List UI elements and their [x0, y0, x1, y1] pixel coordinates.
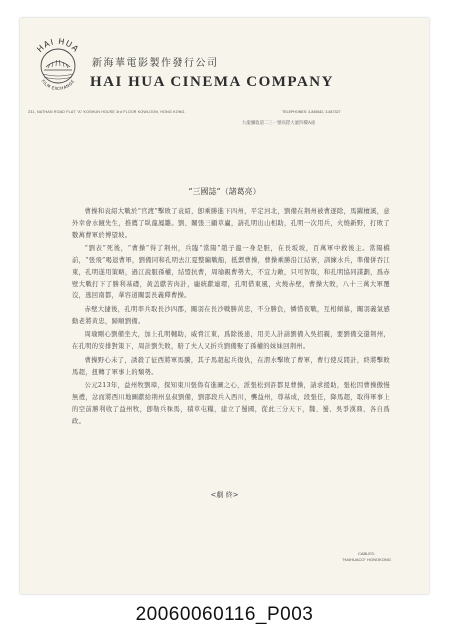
address-chinese: 九龍彌敦道二三一號高陞大廈四樓A座 — [242, 121, 316, 126]
logo-text-top: HAI HUA — [35, 36, 81, 55]
end-mark: <劇 終> — [210, 491, 239, 499]
document-title: “三國誌”（諸葛亮） — [188, 187, 261, 196]
paragraph-1: 曹操和袁紹大戰於“官渡”擊敗了袁紹，卽乘勝進下四州，平定河北，劉備在荆州被曹逐除，馬躍檀溪，意外幸會水鏡先生，推薦了臥龍鳳雛。劉、關張三顧草廬，請孔明出山相助，孔明一次用兵，火燒新野，打敗了數萬曹軍於博望坡。 — [72, 208, 390, 239]
paragraph-3: 赤壁大捷後，孔明率兵取長沙四郡，關羽在長沙戰勝黄忠，不分勝負，憐惜夜戰，互相傾慕，關羽義氣感動老將黄忠，歸順劉備。 — [72, 305, 390, 325]
address-english: 231, NATHAN ROAD FLAT "A" KOSHUN HOUSE 3rd FLOOR KOWLOON, HONG KONG. — [28, 110, 186, 114]
paragraph-6: 公元213年，益州牧劉璋，探知東川張魯有進圖之心，派張松到許都見曹操，請求援助，張松因曹操傲慢無禮，忿而將西川地圖獻給荆州皇叔劉備，劉邵段兵入西川，襲益州，尊基成，段張任，降馬超，取得軍事上的空前勝利收了益州牧，卽勒兵秣馬，積草屯糧，建立了蜀國，從此三分天下，魏、蜀、吳爭漢鼎，各自爲政。 — [72, 382, 390, 425]
logo-text-bottom: FILM EXCHANGE — [40, 78, 76, 92]
svg-text:FILM EXCHANGE — [40, 79, 75, 92]
telephone-numbers: TELEPHONES: 3-845642, 3-847327 — [282, 110, 341, 114]
svg-text:HAI HUA — [35, 37, 81, 54]
cable-label: CABLES: — [357, 551, 375, 556]
company-name-chinese: 新海華電影製作發行公司 — [92, 58, 219, 69]
paragraph-5: 曹操野心未了，誘殺了征西將軍馬騰，其子馬超起兵復仇，在渭水擊敗了曹軍，曹行使反間計，終將擊敗馬超，扭轉了軍事上的頹勢。 — [72, 356, 390, 376]
paragraph-4: 周瑜剛心劉備坐大，加上孔明輔助，威脅江東，爲除後患，用美人計請劉備入吳招親，要劉備交還荆州，在孔明的安排對策下，周計劉失敗，賠了夫人又折兵劉備娶了孫權的妹妹回荆州。 — [72, 331, 390, 351]
cable-address: "HAIHUACO" HONGKONG — [342, 557, 391, 562]
cable-address-block — [342, 551, 391, 563]
letter-paper — [20, 18, 429, 594]
company-name-english: HAI HUA CINEMA COMPANY — [90, 74, 334, 90]
company-logo — [26, 34, 90, 98]
document-body — [72, 206, 390, 429]
paragraph-2: “劉表”死後，“曹操”得了荆州，兵臨“當陽”趙子龍一身是胆，在長坂坡，百萬軍中救後主。當陽橋前，“張飛”喝退曹軍，劉備同和孔明去江夏整編戰船，抵禦曹操，曹操乘勝沿江結寨，訓練水兵，準備併吞江東，孔明遂用策略，過江說服孫權，結盟抗曹，周瑜親曹勢大，不宜力敵，只可智取，和孔明協同謀劃，爲赤壁大戰打下了勝利基礎，黃盖獻苦肉計，龐統獻連環，孔明借東風，火燒赤壁，曹操大敗，八十三萬大軍覆沒，逃回南都，華容道關雲長義釋曹操。 — [72, 245, 390, 300]
archive-id-caption: 20060060116_P003 — [135, 604, 314, 625]
